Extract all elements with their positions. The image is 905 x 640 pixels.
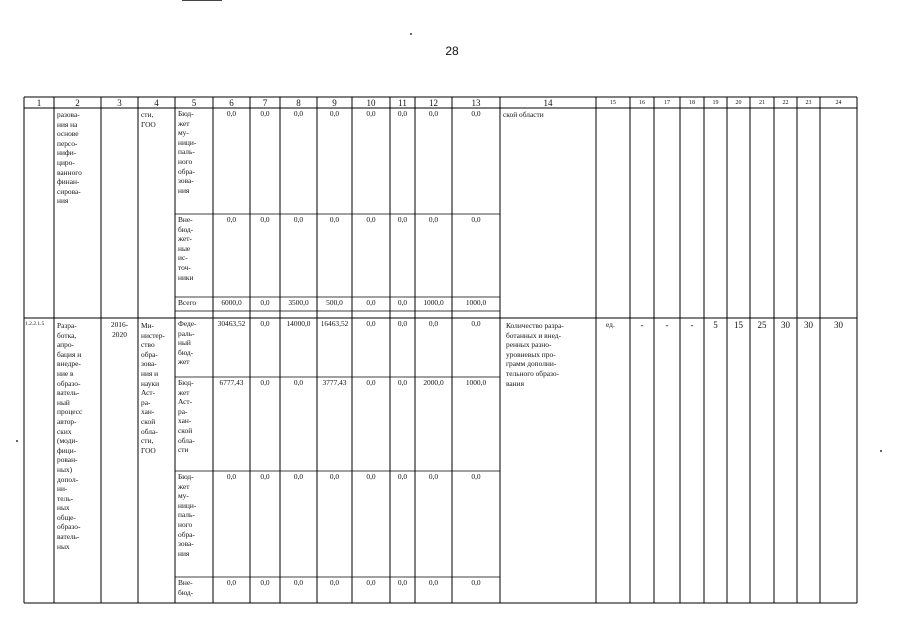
column-header: 21 xyxy=(759,100,765,106)
column-header: 6 xyxy=(229,98,234,108)
funding-value: 0,0 xyxy=(366,378,376,387)
funding-source: Бюд- жет му- ници- паль- ного обра- зова- ния xyxy=(178,472,197,558)
column-header: 22 xyxy=(782,100,789,106)
funding-source: Вне- бюд- жет- ные ис- точ- ники xyxy=(178,215,194,282)
column-header: 10 xyxy=(366,98,376,108)
funding-value: 0,0 xyxy=(329,578,340,587)
column-header: 11 xyxy=(398,98,407,108)
funding-value: 6000,0 xyxy=(221,298,242,307)
funding-value: 0,0 xyxy=(260,298,270,307)
funding-source: Феде- раль- ный бюд- жет xyxy=(178,319,197,367)
funding-value: 0,0 xyxy=(428,215,439,224)
work-description: Разра- ботка, апро- бация и внедре- ние в образо- ватель- ный процесс автор- ских (моди- фици- рован- ных) допол- ни- тель- ных обще- образо- ватель- ных xyxy=(57,321,83,551)
target-value: 25 xyxy=(757,320,767,330)
column-header: 19 xyxy=(712,100,719,106)
unit: ед. xyxy=(606,320,615,329)
funding-value: 0,0 xyxy=(260,378,270,387)
target-value: 30 xyxy=(781,320,790,330)
funding-value: 0,0 xyxy=(397,378,408,387)
funding-source: Бюд- жет му- ници- паль- ного обра- зова- ния xyxy=(178,109,197,195)
funding-value: 16463,52 xyxy=(320,319,349,328)
funding-value: 0,0 xyxy=(428,109,439,118)
column-header: 8 xyxy=(296,98,301,108)
column-header: 4 xyxy=(154,98,159,108)
funding-source: Бюд- жет Аст- ра- хан- ской обла- сти xyxy=(178,378,195,455)
funding-value: 6777,43 xyxy=(219,378,244,387)
column-header: 9 xyxy=(332,98,337,108)
funding-value: 0,0 xyxy=(471,578,481,587)
column-header: 12 xyxy=(429,98,438,108)
funding-value: 0,0 xyxy=(471,472,481,481)
executor: сти, ГОО xyxy=(141,110,156,129)
target-value: 30 xyxy=(834,320,843,330)
funding-value: 0,0 xyxy=(366,472,376,481)
funding-value: 1000,0 xyxy=(423,298,444,307)
funding-value: 0,0 xyxy=(329,109,340,118)
column-header: 15 xyxy=(610,100,616,106)
column-header: 13 xyxy=(471,98,481,108)
funding-value: 0,0 xyxy=(471,215,481,224)
funding-value: 0,0 xyxy=(471,109,481,118)
funding-value: 0,0 xyxy=(329,472,340,481)
funding-value: 0,0 xyxy=(397,319,408,328)
funding-value: 0,0 xyxy=(366,578,376,587)
funding-value: 30463,52 xyxy=(217,319,246,328)
funding-value: 0,0 xyxy=(397,472,408,481)
funding-value: 0,0 xyxy=(293,578,304,587)
column-header: 16 xyxy=(639,100,645,106)
indicator-name: ской области xyxy=(503,110,544,119)
funding-value: 0,0 xyxy=(226,578,237,587)
funding-value: 0,0 xyxy=(471,319,481,328)
work-description: разова- ния на основе персо- нифи- циро- ванного финан- сирова- ния xyxy=(57,110,82,206)
funding-value: 0,0 xyxy=(260,215,270,224)
funding-value: 0,0 xyxy=(293,378,304,387)
page-number: 28 xyxy=(445,44,459,58)
column-header: 1 xyxy=(36,98,42,108)
funding-value: 0,0 xyxy=(428,319,439,328)
funding-value: 0,0 xyxy=(366,215,376,224)
funding-value: 0,0 xyxy=(428,578,439,587)
column-header: 18 xyxy=(689,100,695,106)
column-header: 2 xyxy=(75,98,80,108)
column-header: 3 xyxy=(117,98,122,108)
funding-value: 0,0 xyxy=(293,472,304,481)
target-value: - xyxy=(690,320,694,330)
funding-value: 3500,0 xyxy=(288,298,309,307)
column-header: 20 xyxy=(735,100,742,106)
funding-value: 0,0 xyxy=(397,215,408,224)
funding-value: 0,0 xyxy=(293,109,304,118)
funding-value: 0,0 xyxy=(397,298,408,307)
funding-value: 0,0 xyxy=(329,215,340,224)
funding-value: 14000,0 xyxy=(286,319,311,328)
funding-value: 0,0 xyxy=(226,472,237,481)
funding-value: 500,0 xyxy=(326,298,343,307)
funding-value: 0,0 xyxy=(366,298,376,307)
column-header: 24 xyxy=(835,100,842,106)
column-header: 5 xyxy=(191,98,197,108)
target-value: 5 xyxy=(713,320,718,330)
column-header: 14 xyxy=(543,98,553,108)
funding-value: 0,0 xyxy=(260,578,270,587)
column-header: 23 xyxy=(805,100,812,106)
funding-source: Вне- бюд- xyxy=(178,578,194,597)
column-header: 17 xyxy=(664,100,670,106)
funding-value: 2000,0 xyxy=(423,378,444,387)
target-value: 15 xyxy=(734,320,743,330)
funding-value: 0,0 xyxy=(260,472,270,481)
funding-value: 3777,43 xyxy=(322,378,347,387)
column-header: 7 xyxy=(262,98,268,108)
target-value: - xyxy=(640,320,644,330)
funding-value: 0,0 xyxy=(366,109,376,118)
item-code: 1.2.2.1.5 xyxy=(25,321,45,327)
funding-value: 0,0 xyxy=(293,215,304,224)
funding-value: 0,0 xyxy=(226,215,237,224)
funding-value: 0,0 xyxy=(260,319,270,328)
funding-value: 0,0 xyxy=(397,109,408,118)
funding-value: 0,0 xyxy=(226,109,237,118)
target-value: - xyxy=(665,320,669,330)
funding-source: Всего xyxy=(178,298,197,307)
funding-value: 0,0 xyxy=(397,578,408,587)
funding-value: 1000,0 xyxy=(465,378,487,387)
funding-value: 0,0 xyxy=(260,109,270,118)
period: 2016- 2020 xyxy=(110,320,129,339)
funding-value: 1000,0 xyxy=(465,298,487,307)
funding-value: 0,0 xyxy=(428,472,439,481)
indicator-name: Количество разра- ботанных и внед- ренных разно- уровневых про- грамм дополни- тельного образо- вания xyxy=(506,321,564,388)
executor: Ми- нистер- ство обра- зова- ния и науки Аст- ра- хан- ской обла- сти, ГОО xyxy=(141,321,165,455)
target-value: 30 xyxy=(804,320,813,330)
funding-value: 0,0 xyxy=(366,319,376,328)
